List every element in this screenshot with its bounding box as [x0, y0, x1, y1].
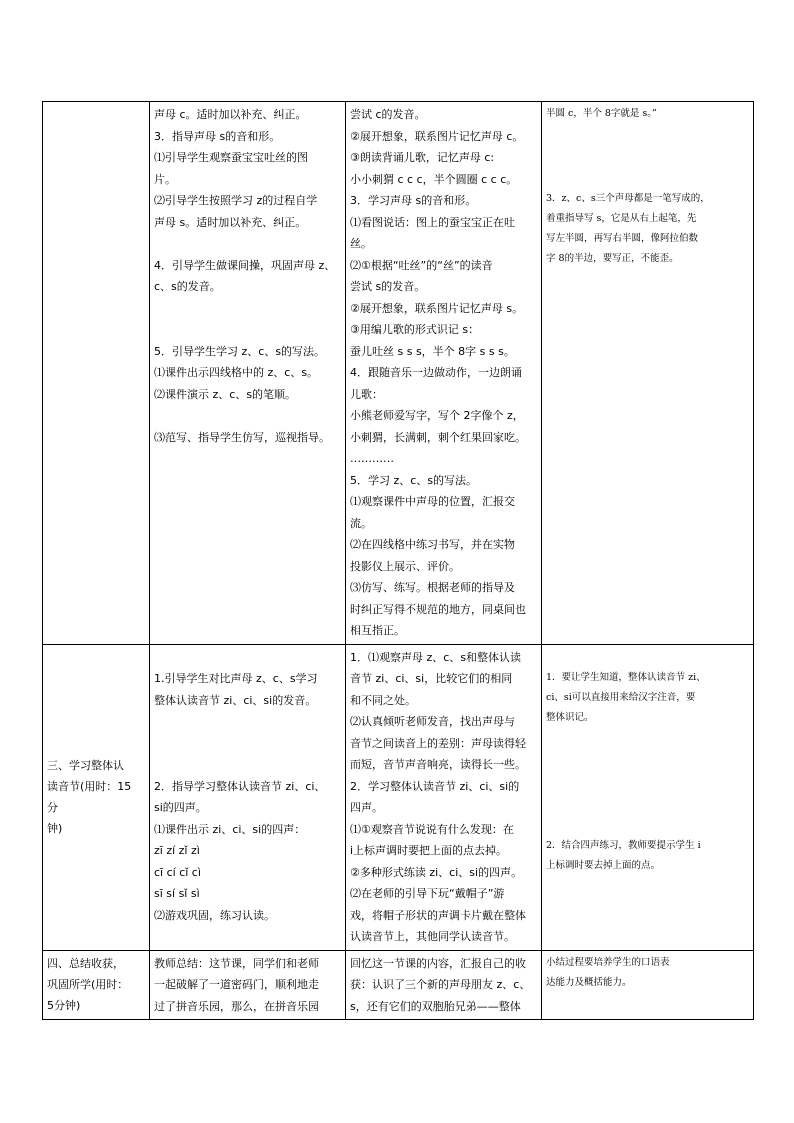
- text-line: 尝试 c的发音。: [350, 108, 426, 121]
- text-line: 2．指导学习整体认读音节 zi、ci、: [154, 779, 326, 793]
- blank-line: [546, 814, 749, 836]
- text-line: 戏，将帽子形状的声调卡片戴在整体: [350, 908, 526, 922]
- text-line: c、s的发音。: [154, 280, 221, 293]
- blank-line: [546, 146, 749, 168]
- text-line: 钟): [47, 822, 63, 835]
- blank-line: [154, 711, 341, 733]
- teacher-activity-cell: [150, 950, 346, 1020]
- text-line: 尝试 s的发音。: [350, 280, 426, 293]
- text-line: ⑴引导学生观察蚕宝宝吐丝的图: [154, 151, 308, 164]
- text-line: 3．学习声母 s的音和形。: [350, 194, 477, 207]
- blank-line: [546, 771, 749, 793]
- blank-line: [154, 754, 341, 776]
- text-line: cī cí cǐ cì: [154, 865, 201, 879]
- blank-line: [546, 750, 749, 772]
- text-line: 写左半圆，再写右半圆，像阿拉伯数: [546, 232, 699, 244]
- text-line: ③用编儿歌的形式识记 s：: [350, 323, 480, 336]
- text-line: 4．引导学生做课间操，巩固声母 z、: [154, 258, 336, 272]
- text-line: 1．⑴观察声母 z、c、s和整体认读: [350, 650, 522, 664]
- text-line: 4．跟随音乐一边做动作，一边朗诵: [350, 366, 522, 379]
- text-line: 音节 zi、ci、si，比较它们的相同: [350, 672, 513, 685]
- student-activity-cell: [346, 644, 542, 950]
- stage-cell: [43, 950, 150, 1020]
- text-line: ⑴观察课件中声母的位置，汇报交: [350, 495, 515, 508]
- text-line: 整体识记。: [546, 712, 594, 723]
- table-row: [43, 950, 754, 1020]
- blank-line: [154, 233, 341, 255]
- text-line: 四、总结收获，: [47, 956, 124, 970]
- text-line: 2．学习整体认读音节 zi、ci、si的: [350, 779, 520, 793]
- text-line: ⑵课件演示 z、c、s的笔顺。: [154, 387, 297, 401]
- text-line: 片。: [154, 172, 176, 186]
- text-line: 音节之间读音上的差别：声母读得轻: [350, 736, 526, 750]
- text-line: 字 8的半边，要写正，不能歪。: [546, 252, 679, 264]
- text-line: 5分钟): [47, 998, 81, 1012]
- text-line: ci、si可以直接用来给汉字注音，要: [546, 692, 696, 703]
- text-line: ⑶范写、指导学生仿写，巡视指导。: [154, 430, 330, 444]
- text-line: ⑴课件出示 zi、ci、si的四声：: [154, 822, 306, 836]
- text-line: 时纠正写得不规范的地方，同桌间也: [350, 602, 526, 616]
- text-line: 声母 s。适时加以补充、纠正。: [154, 215, 307, 229]
- text-line: sī sí sǐ sì: [154, 887, 200, 900]
- text-line: ③朗读背诵儿歌，记忆声母 c:: [350, 151, 495, 164]
- text-line: ⑵游戏巩固，练习认读。: [154, 908, 275, 922]
- student-activity-cell: [346, 950, 542, 1020]
- text-line: 一起破解了一道密码门，顺利地走: [154, 978, 319, 991]
- text-line: 而短，音节声音响亮，读得长一些。: [350, 758, 526, 771]
- text-line: 和不同之处。: [350, 693, 416, 707]
- text-line: ⑵引导学生按照学习 z的过程自学: [154, 194, 318, 207]
- text-line: 儿歌：: [350, 387, 383, 401]
- text-line: 半圆 c，半个 8字就是 s。”: [546, 108, 657, 119]
- teacher-activity-cell: [150, 644, 346, 950]
- text-line: 1．要让学生知道，整体认读音节 zi、: [546, 672, 706, 683]
- text-line: ⑵在四线格中练习书写，并在实物: [350, 538, 515, 551]
- text-line: i上标声调时要把上面的点去掉。: [350, 844, 508, 857]
- text-line: 小熊老师爱写字，写个 2字像个 z，: [350, 409, 524, 422]
- text-line: ⑵认真倾听老师发音，找出声母与: [350, 715, 515, 728]
- text-line: 丝。: [350, 237, 372, 250]
- text-line: zī zí zǐ zì: [154, 844, 200, 857]
- blank-line: [546, 124, 749, 146]
- design-notes-cell: [542, 102, 754, 645]
- text-line: ②展开想象，联系图片记忆声母 c。: [350, 129, 524, 143]
- text-line: 流。: [350, 516, 372, 530]
- blank-line: [154, 647, 341, 669]
- text-line: 5．学习 z、c、s的写法。: [350, 473, 478, 487]
- blank-line: [546, 793, 749, 815]
- text-line: 分: [47, 801, 58, 814]
- text-line: 小结过程要培养学生的口语表: [546, 956, 670, 968]
- text-line: 1.引导学生对比声母 z、c、s学习: [154, 672, 318, 685]
- text-line: 过了拼音乐园，那么，在拼音乐园: [154, 999, 319, 1013]
- blank-line: [154, 733, 341, 755]
- blank-line: [154, 405, 341, 427]
- lesson-plan-table: [42, 101, 754, 1020]
- blank-line: [154, 298, 341, 320]
- text-line: 蚕儿吐丝 s s s，半个 8字 s s s。: [350, 344, 515, 358]
- text-line: 着重指导写 s，它是从右上起笔，先: [546, 212, 697, 224]
- stage-cell: [43, 102, 150, 645]
- text-line: ⑴看图说话：图上的蚕宝宝正在吐: [350, 215, 515, 229]
- text-line: ②展开想象，联系图片记忆声母 s。: [350, 301, 524, 315]
- text-line: 投影仪上展示、评价。: [350, 559, 460, 573]
- blank-line: [154, 319, 341, 341]
- text-line: 教师总结：这节课，同学们和老师: [154, 956, 319, 970]
- blank-line: [546, 647, 749, 669]
- text-line: 回忆这一节课的内容，汇报自己的收: [350, 956, 526, 970]
- text-line: 相互指正。: [350, 624, 405, 637]
- teacher-activity-cell: [150, 102, 346, 645]
- table-row: [43, 102, 754, 645]
- text-line: ⑴①观察音节说说有什么发现：在: [350, 822, 514, 836]
- text-line: 认读音节上，其他同学认读音节。: [350, 930, 515, 943]
- text-line: 声母 c。适时加以补充、纠正。: [154, 108, 307, 121]
- text-line: ⑵①根据“吐丝”的“丝”的读音: [350, 258, 493, 272]
- text-line: ⑵在老师的引导下玩“戴帽子”游: [350, 887, 505, 900]
- text-line: 5．引导学生学习 z、c、s的写法。: [154, 344, 326, 358]
- design-notes-cell: [542, 950, 754, 1020]
- text-line: si的四声。: [154, 801, 207, 814]
- text-line: 2．结合四声练习，教师要提示学生 i: [546, 839, 701, 851]
- text-line: 达能力及概括能力。: [546, 976, 632, 988]
- text-line: 三、学习整体认: [47, 759, 124, 772]
- text-line: 小刺猬，长满刺，刺个红果回家吃。: [350, 430, 526, 444]
- text-line: 小小刺猬 c c c，半个圆圈 c c c。: [350, 172, 518, 186]
- text-line: 3．z、c、s三个声母都是一笔写成的，: [546, 192, 710, 204]
- blank-line: [546, 167, 749, 189]
- text-line: …………: [350, 452, 394, 465]
- blank-line: [546, 728, 749, 750]
- text-line: 整体认读音节 zi、ci、si的发音。: [154, 693, 317, 707]
- text-line: 3．指导声母 s的音和形。: [154, 129, 281, 143]
- stage-cell: [43, 644, 150, 950]
- text-line: ⑶仿写、练写。根据老师的指导及: [350, 581, 515, 594]
- text-line: 上标调时要去掉上面的点。: [546, 859, 661, 871]
- text-line: 四声。: [350, 801, 383, 814]
- text-line: ⑴课件出示四线格中的 z、c、s。: [154, 366, 319, 379]
- table-row: [43, 644, 754, 950]
- text-line: ②多种形式练读 zi、ci、si的四声。: [350, 865, 523, 879]
- design-notes-cell: [542, 644, 754, 950]
- text-line: s，还有它们的双胞胎兄弟——整体: [350, 999, 521, 1013]
- text-line: 巩固所学(用时：: [47, 977, 129, 991]
- text-line: 读音节(用时：15: [47, 780, 132, 793]
- student-activity-cell: [346, 102, 542, 645]
- text-line: 获：认识了三个新的声母朋友 z、c、: [350, 978, 531, 991]
